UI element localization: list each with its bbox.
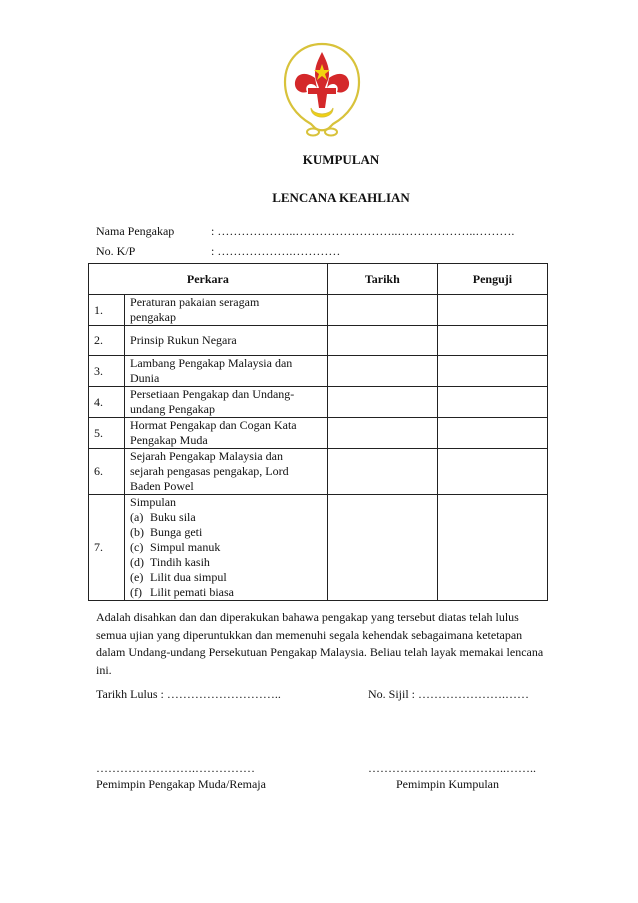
- table-row: [89, 295, 548, 326]
- subitem-lilit-pemati-biasa: [130, 585, 322, 600]
- row-item-line: Persetiaan Pengakap dan Undang-: [130, 387, 295, 401]
- row-tarikh-cell[interactable]: [327, 326, 437, 356]
- certification-statement: Adalah disahkan dan dan diperakukan bahawa pengakap yang tersebut diatas telah lulus semua ujian yang diperuntukkan dan memenuhi segala kehendak sebagaimana ketetapan dalam Undang-undang Persekutuan Pengakap Malaysia. Beliau telah layak memakai lencana ini.: [96, 610, 544, 677]
- badge-requirements-table: [88, 263, 548, 601]
- subitem-value: Simpul manuk: [150, 540, 221, 554]
- tarikh-lulus: Tarikh Lulus : ………………………..: [96, 687, 281, 701]
- table-row: [89, 449, 548, 495]
- subitem-lilit-dua-simpul: [130, 570, 322, 585]
- subitem-value: Lilit pemati biasa: [150, 585, 234, 599]
- row-item: [125, 387, 328, 418]
- row-item-line: sejarah pengasas pengakap, Lord: [130, 464, 289, 478]
- subitem-key: (a): [130, 510, 144, 524]
- row-item: [125, 356, 328, 387]
- header-tarikh: Tarikh: [327, 264, 437, 295]
- subitem-key: (f): [130, 585, 143, 599]
- row-item-line: Baden Powel: [130, 479, 194, 493]
- row-item: [125, 326, 328, 356]
- subitem-value: Bunga geti: [150, 525, 203, 539]
- row-penguji-cell[interactable]: [437, 356, 547, 387]
- row-item: [125, 295, 328, 326]
- row-item: [125, 449, 328, 495]
- row-number: 4.: [89, 387, 125, 418]
- row-item: [125, 418, 328, 449]
- row-penguji-cell[interactable]: [437, 387, 547, 418]
- row-number: 1.: [89, 295, 125, 326]
- subitem-buku-sila: [130, 510, 322, 525]
- row-item-line: Hormat Pengakap dan Cogan Kata: [130, 418, 297, 432]
- subitem-bunga-geti: [130, 525, 322, 540]
- no-kp-field: [96, 244, 340, 259]
- row-penguji-cell[interactable]: [437, 449, 547, 495]
- signature-label-left: Pemimpin Pengakap Muda/Remaja: [96, 777, 266, 791]
- row-penguji-cell[interactable]: [437, 418, 547, 449]
- signature-line-left: …………………….……………: [96, 761, 255, 775]
- no-sijil: No. Sijil : ………………….……: [368, 687, 530, 701]
- heading-kumpulan: KUMPULAN: [302, 152, 380, 167]
- table-row: [89, 495, 548, 601]
- table-row: [89, 418, 548, 449]
- row-number: 3.: [89, 356, 125, 387]
- row-number: 6.: [89, 449, 125, 495]
- header-penguji: Penguji: [437, 264, 547, 295]
- row-tarikh-cell[interactable]: [327, 418, 437, 449]
- subitem-key: (e): [130, 570, 144, 584]
- row-number: 5.: [89, 418, 125, 449]
- table-row: [89, 387, 548, 418]
- row-item-line: Dunia: [130, 371, 160, 385]
- row-item-line: Sejarah Pengakap Malaysia dan: [130, 449, 283, 463]
- subitem-key: (b): [130, 525, 145, 539]
- row-number: 2.: [89, 326, 125, 356]
- nama-pengakap-value: : ………………..……………………..………………..……….: [211, 224, 515, 238]
- table-row: [89, 326, 548, 356]
- row-tarikh-cell[interactable]: [327, 387, 437, 418]
- subitem-value: Tindih kasih: [150, 555, 210, 569]
- subitem-key: (c): [130, 540, 144, 554]
- nama-pengakap-field: [96, 224, 514, 239]
- nama-pengakap-label: Nama Pengakap: [96, 224, 175, 238]
- row-number: 7.: [89, 495, 125, 601]
- row-item-line: pengakap: [130, 310, 176, 324]
- heading-lencana-keahlian: LENCANA KEAHLIAN: [272, 190, 410, 205]
- row-tarikh-cell[interactable]: [327, 495, 437, 601]
- signature-line-right: ……………………………..……..: [368, 761, 536, 775]
- row-item-line: Lambang Pengakap Malaysia dan: [130, 356, 293, 370]
- scout-emblem-logo: [281, 38, 363, 142]
- subitem-key: (d): [130, 555, 145, 569]
- signature-label-right: Pemimpin Kumpulan: [396, 777, 499, 791]
- table-row: [89, 356, 548, 387]
- row-tarikh-cell[interactable]: [327, 295, 437, 326]
- subitem-value: Buku sila: [150, 510, 196, 524]
- row-item-line: undang Pengakap: [130, 402, 215, 416]
- subitem-simpul-manuk: [130, 540, 322, 555]
- subitem-value: Lilit dua simpul: [150, 570, 227, 584]
- row-penguji-cell[interactable]: [437, 326, 547, 356]
- row-tarikh-cell[interactable]: [327, 356, 437, 387]
- row-penguji-cell[interactable]: [437, 495, 547, 601]
- row-item-line: Simpulan: [130, 495, 177, 509]
- row-item-line: Pengakap Muda: [130, 433, 208, 447]
- row-item-line: Peraturan pakaian seragam: [130, 295, 260, 309]
- no-kp-value: : ……………….…………: [211, 244, 341, 258]
- no-kp-label: No. K/P: [96, 244, 136, 258]
- row-penguji-cell[interactable]: [437, 295, 547, 326]
- header-perkara: Perkara: [89, 264, 328, 295]
- row-item: [125, 495, 328, 601]
- row-item-line: Prinsip Rukun Negara: [130, 333, 237, 347]
- table-header-row: [89, 264, 548, 295]
- subitem-tindih-kasih: [130, 555, 322, 570]
- row-tarikh-cell[interactable]: [327, 449, 437, 495]
